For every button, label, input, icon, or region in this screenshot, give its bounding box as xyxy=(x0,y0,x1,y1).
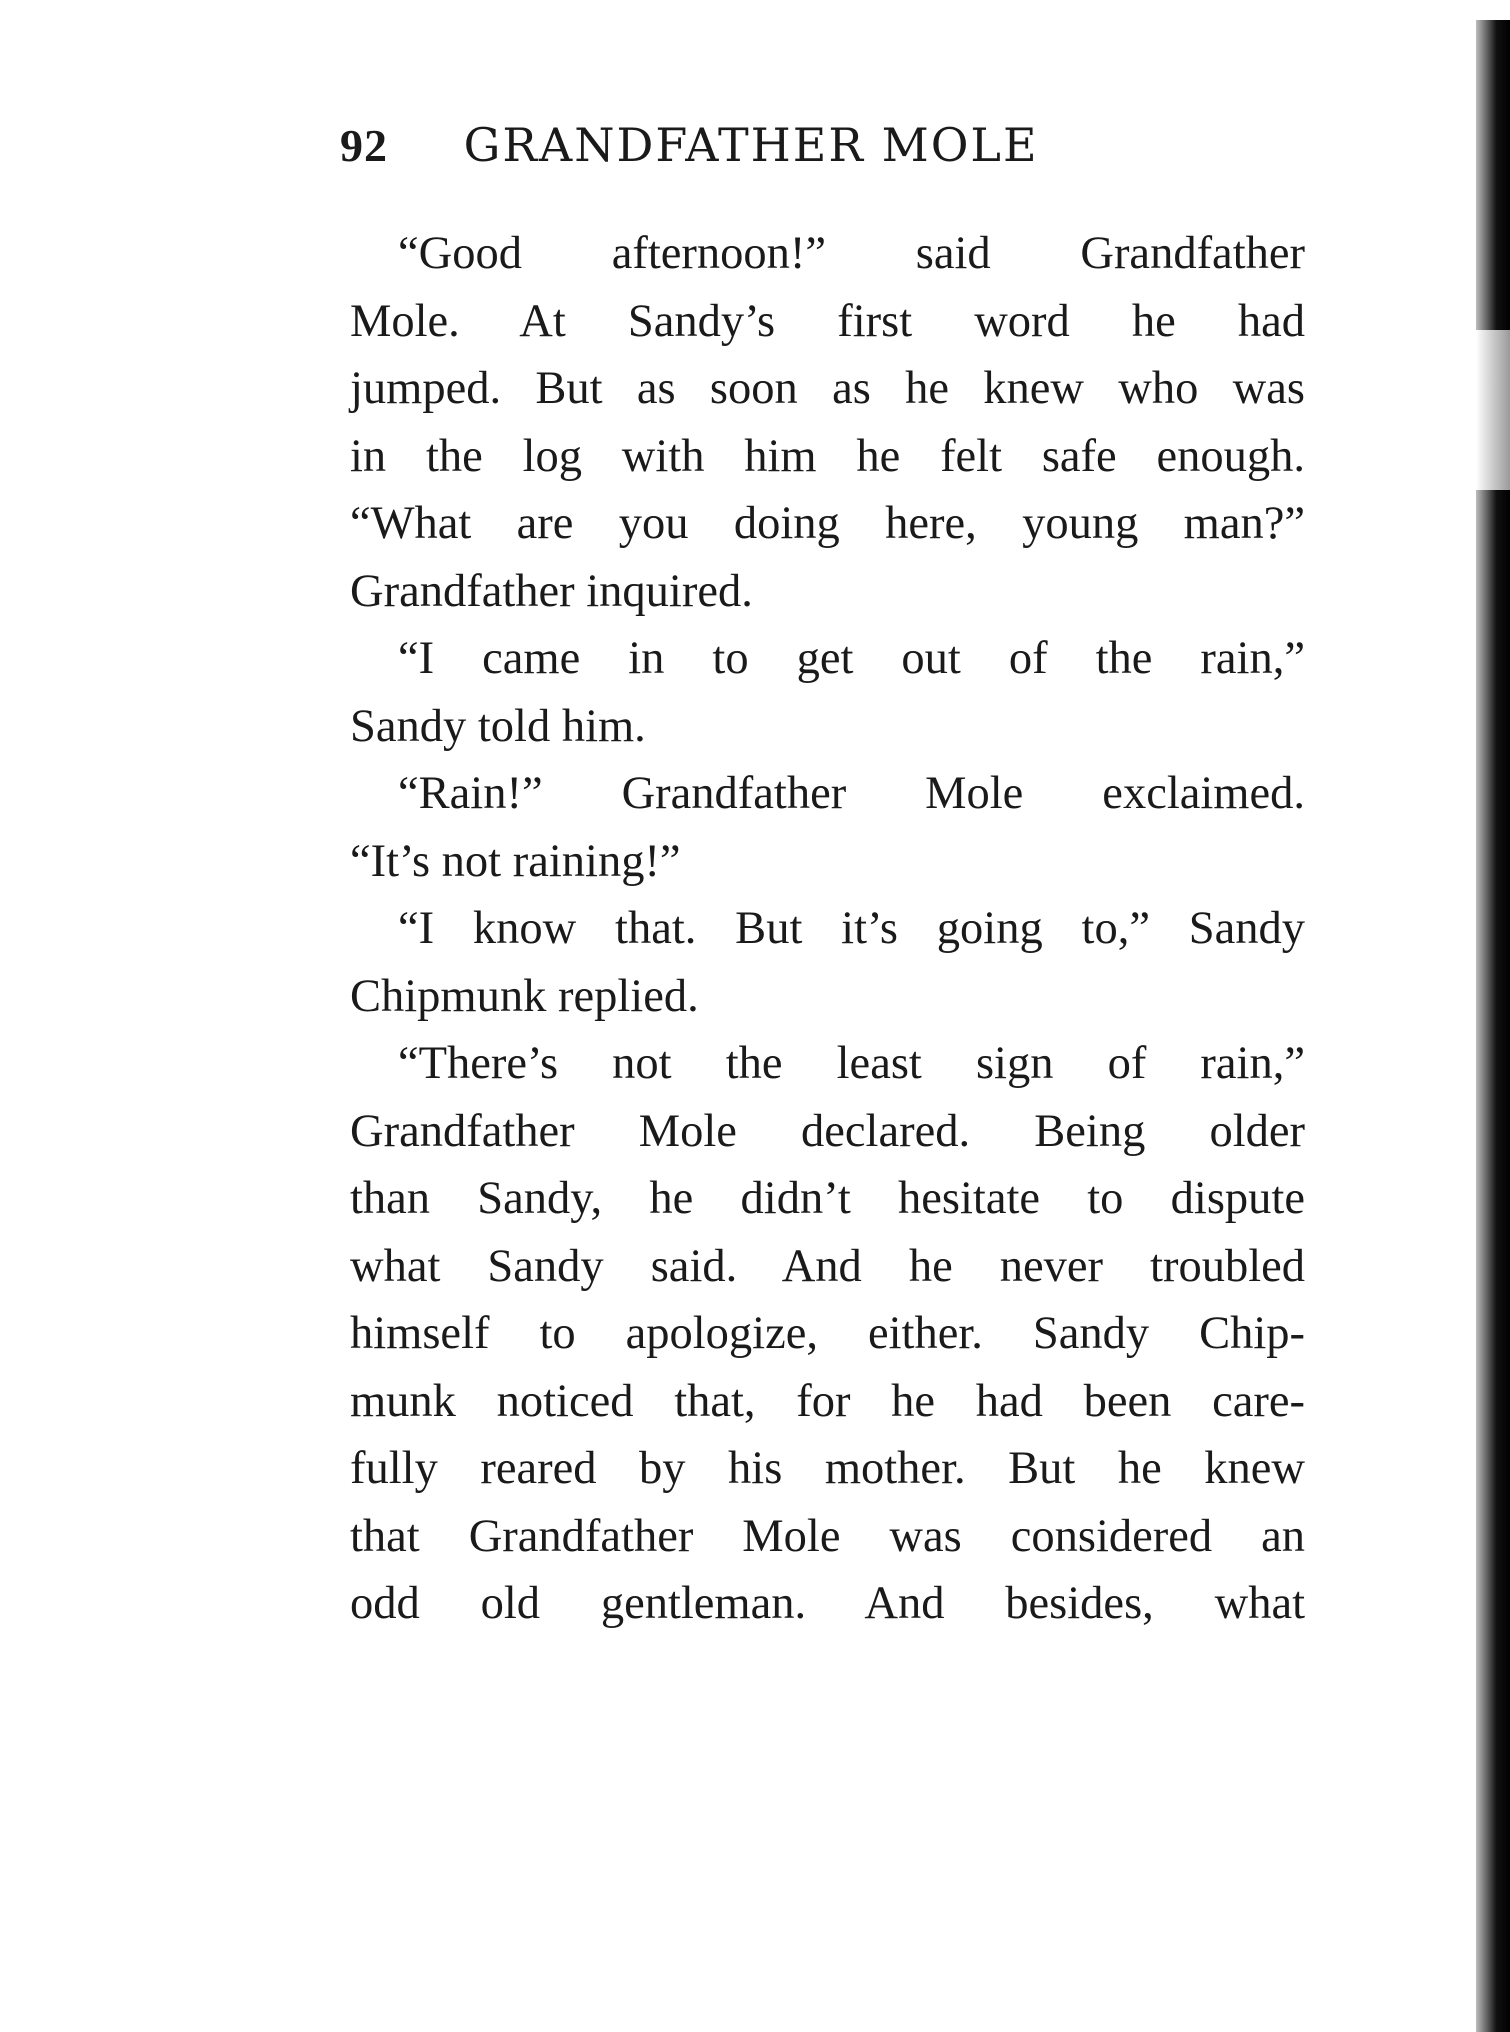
page-header xyxy=(340,118,1300,172)
paragraph xyxy=(350,895,1305,1030)
page-binding-highlight xyxy=(1476,330,1510,490)
text-line: that Grandfather Mole was considered an xyxy=(350,1510,1305,1562)
text-line: “It’s not raining!” xyxy=(350,835,681,887)
paragraph xyxy=(350,625,1305,760)
text-line: “Rain!” Grandfather Mole exclaimed. xyxy=(398,768,1305,819)
paragraph xyxy=(350,220,1305,625)
text-line: than Sandy, he didn’t hesitate to dispute xyxy=(350,1173,1305,1224)
text-line: jumped. But as soon as he knew who was xyxy=(350,363,1305,414)
text-line: what Sandy said. And he never troubled xyxy=(350,1240,1305,1292)
page-number: 92 xyxy=(340,120,388,171)
text-line: himself to apologize, either. Sandy Chip- xyxy=(350,1308,1305,1359)
paragraph xyxy=(350,1030,1305,1638)
text-line: Chipmunk replied. xyxy=(350,970,699,1022)
text-line: “What are you doing here, young man?” xyxy=(350,498,1305,549)
body-text xyxy=(350,220,1305,1638)
page-binding-edge xyxy=(1476,20,1510,2032)
text-line: odd old gentleman. And besides, what xyxy=(350,1578,1305,1629)
text-line: Mole. At Sandy’s first word he had xyxy=(350,295,1305,347)
text-line: “There’s not the least sign of rain,” xyxy=(398,1038,1305,1089)
text-line: “I know that. But it’s going to,” Sandy xyxy=(398,903,1305,954)
running-title: GRANDFATHER MOLE xyxy=(463,118,1039,172)
text-line: Grandfather inquired. xyxy=(350,565,753,617)
paragraph xyxy=(350,760,1305,895)
text-line: Sandy told him. xyxy=(350,700,646,752)
text-line: fully reared by his mother. But he knew xyxy=(350,1443,1305,1494)
text-line: “I came in to get out of the rain,” xyxy=(398,633,1305,684)
text-line: “Good afternoon!” said Grandfather xyxy=(398,228,1305,279)
text-line: Grandfather Mole declared. Being older xyxy=(350,1105,1305,1157)
text-line: in the log with him he felt safe enough. xyxy=(350,430,1305,482)
text-line: munk noticed that, for he had been care- xyxy=(350,1375,1305,1427)
